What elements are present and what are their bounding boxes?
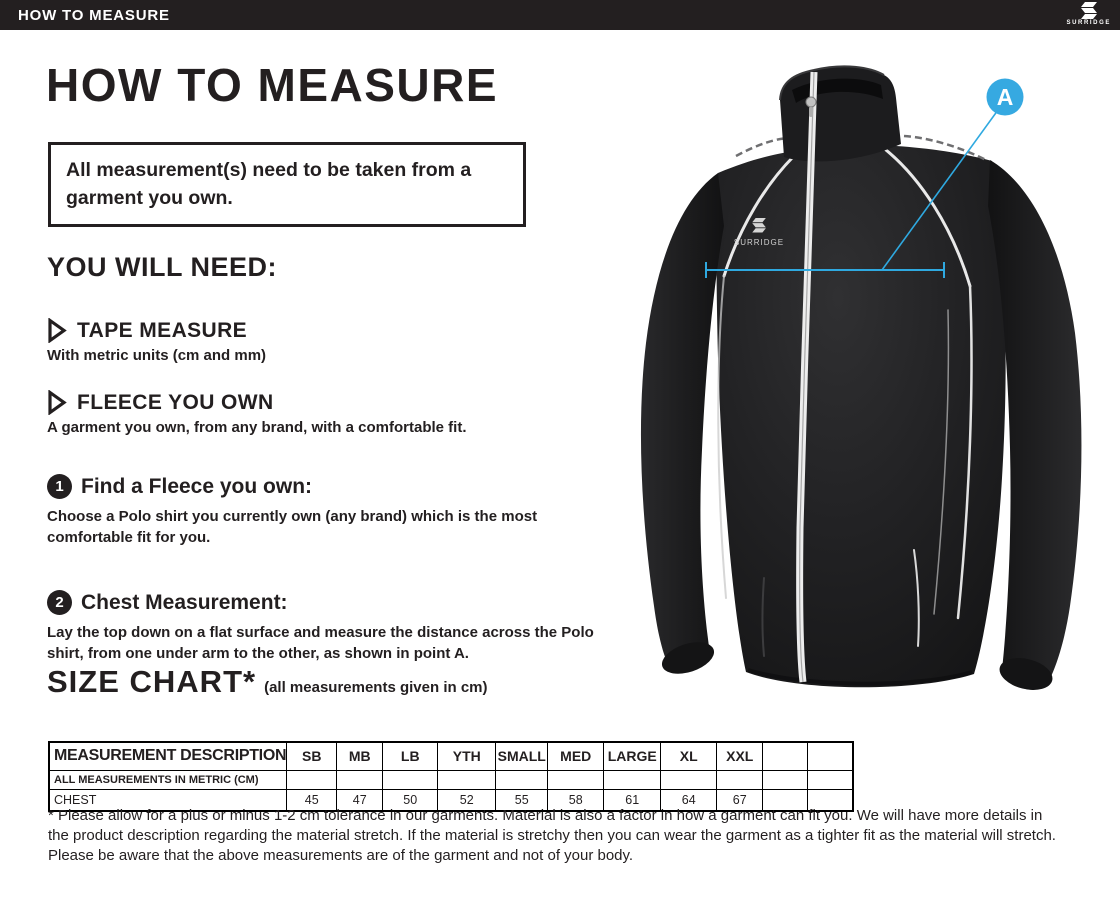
header-cell: SMALL	[496, 742, 548, 770]
table-cell: 55	[496, 789, 548, 811]
table-header-row	[49, 742, 853, 770]
step-title: Chest Measurement:	[81, 590, 288, 614]
size-chart-title: SIZE CHART*	[47, 664, 257, 699]
notice-box	[48, 142, 526, 227]
fleece-jacket-illustration	[618, 58, 1120, 706]
need-item-description: With metric units (cm and mm)	[47, 347, 267, 364]
header-cell: XL	[661, 742, 717, 770]
table-row-metric-note	[49, 770, 853, 789]
step-number-badge: 2	[47, 590, 72, 615]
table-cell	[808, 770, 853, 789]
step-number-badge: 1	[47, 474, 72, 499]
size-chart-table	[48, 741, 854, 812]
jacket-left-sleeve	[641, 173, 724, 672]
table-cell: 58	[548, 789, 604, 811]
row-label-cell: CHEST	[49, 789, 287, 811]
table-cell: 47	[337, 789, 383, 811]
table-cell	[438, 770, 496, 789]
table-cell	[717, 770, 763, 789]
row-label-cell: ALL MEASUREMENTS IN METRIC (CM)	[49, 770, 287, 789]
step-title: Find a Fleece you own:	[81, 474, 313, 498]
brand-wordmark: SURRIDGE	[1066, 20, 1111, 26]
table-cell: 50	[383, 789, 438, 811]
you-will-need-heading: YOU WILL NEED:	[47, 252, 278, 282]
brand-logo	[1067, 2, 1111, 26]
table-cell	[548, 770, 604, 789]
triangle-bullet-icon	[47, 318, 67, 343]
header-cell: LARGE	[604, 742, 661, 770]
header-cell	[808, 742, 853, 770]
need-item-tape-measure	[47, 318, 266, 364]
header-cell: MED	[548, 742, 604, 770]
header-cell: XXL	[717, 742, 763, 770]
table-cell: 67	[717, 789, 763, 811]
header-cell: LB	[383, 742, 438, 770]
step-2	[47, 590, 607, 664]
table-cell: 64	[661, 789, 717, 811]
table-cell	[496, 770, 548, 789]
table-cell	[763, 770, 808, 789]
garment-logo-text: SURRIDGE	[733, 238, 785, 247]
header-cell: YTH	[438, 742, 496, 770]
table-cell: 61	[604, 789, 661, 811]
header-cell: MEASUREMENT DESCRIPTION	[49, 742, 287, 770]
need-item-fleece	[47, 390, 466, 436]
notice-text: All measurement(s) need to be taken from a garment you own.	[66, 159, 472, 209]
size-chart-subtitle: (all measurements given in cm)	[264, 679, 488, 696]
header-cell: SB	[287, 742, 337, 770]
point-a-label: A	[996, 84, 1014, 110]
top-bar	[0, 0, 1120, 30]
page-title: HOW TO MEASURE	[46, 59, 499, 111]
triangle-bullet-icon	[47, 390, 67, 415]
table-cell	[661, 770, 717, 789]
fleece-product-figure	[618, 58, 1120, 706]
step-1	[47, 474, 607, 548]
size-chart-heading	[47, 664, 488, 700]
jacket-collar	[780, 66, 901, 161]
table-cell	[287, 770, 337, 789]
point-a-marker	[987, 79, 1024, 116]
table-cell: 45	[287, 789, 337, 811]
header-cell	[763, 742, 808, 770]
header-cell: MB	[337, 742, 383, 770]
table-cell	[337, 770, 383, 789]
top-bar-title: HOW TO MEASURE	[18, 6, 170, 24]
step-description: Lay the top down on a flat surface and measure the distance across the Polo shirt, from one under arm to the other, as shown in point A.	[47, 624, 594, 662]
step-description: Choose a Polo shirt you currently own (any brand) which is the most comfortable fit for you.	[47, 508, 538, 546]
zip-pull	[806, 97, 816, 107]
table-cell: 52	[438, 789, 496, 811]
need-item-title: TAPE MEASURE	[77, 318, 248, 342]
table-cell	[383, 770, 438, 789]
surridge-s-icon	[1076, 2, 1102, 19]
tolerance-footnote: * Please allow for a plus or minus 1-2 cm tolerance in our garments. Material is also a factor in how a garment can fit you. We will have more details in the product description regarding the material stretch. If the material is stretchy then you can wear the garment as a tighter fit as the material will stretch. Please be aware that the above measurements are of the garment and not of your body.	[48, 807, 1056, 864]
need-item-title: FLEECE YOU OWN	[77, 390, 274, 414]
table-cell	[604, 770, 661, 789]
need-item-description: A garment you own, from any brand, with a comfortable fit.	[47, 419, 467, 436]
